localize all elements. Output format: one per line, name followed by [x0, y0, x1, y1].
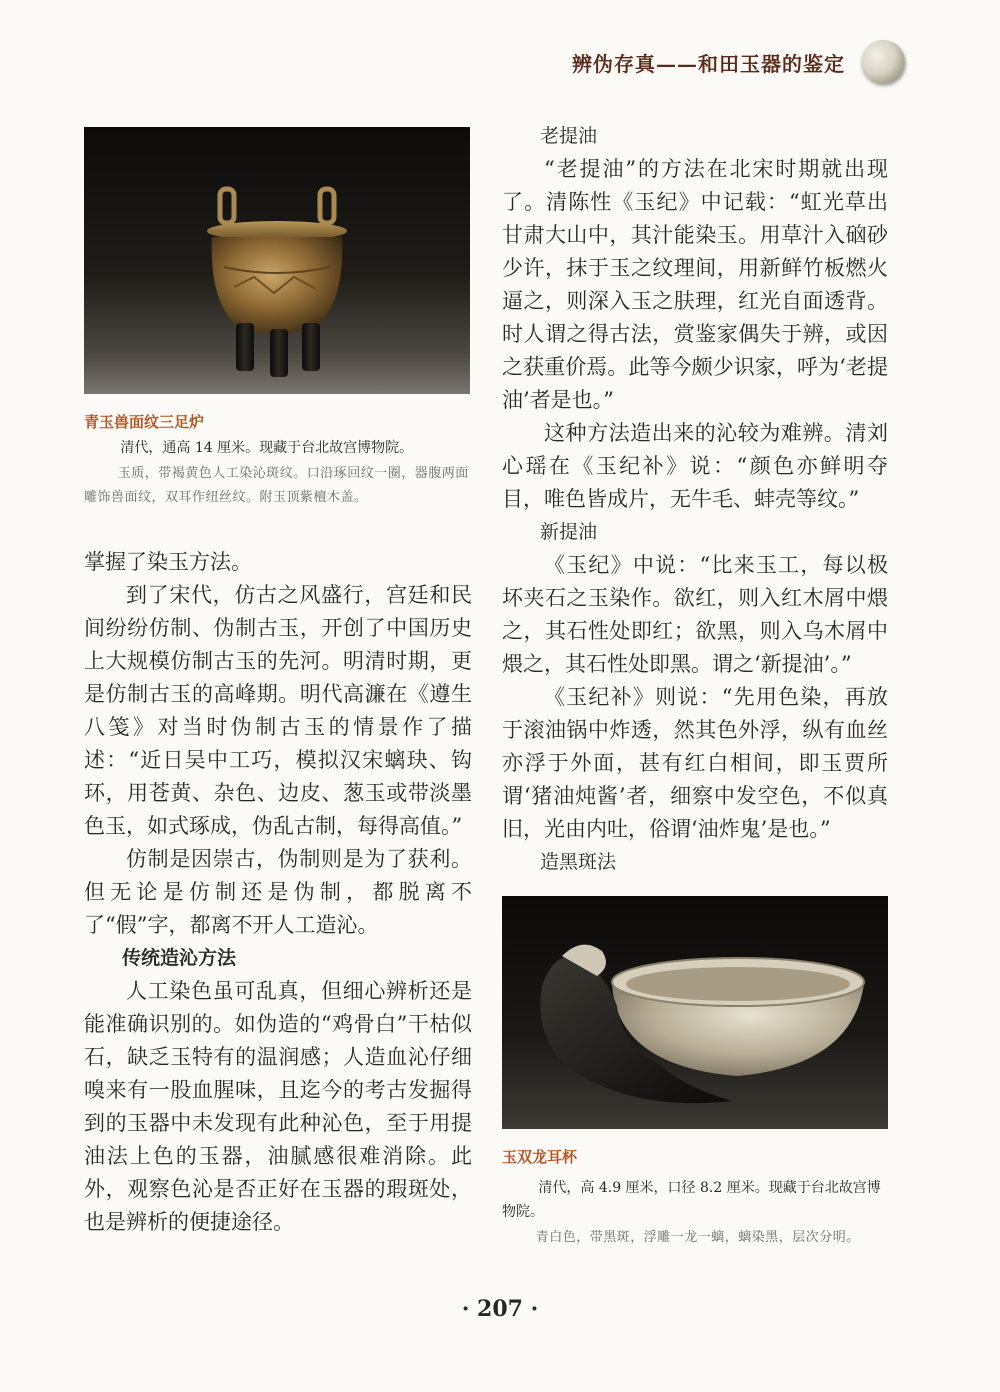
paragraph: 人工染色虽可乱真，但细心辨析还是能准确识别的。如伪造的“鸡骨白”干枯似石，缺乏玉特有的温润感；人造血沁仔细嗅来有一股血腥味，且迄今的考古发掘得到的玉器中未发现有此种沁色，至于用提油法上色的玉器，油腻感很难消除。此外，观察色沁是否正好在玉器的瑕斑处，也是辨析的便捷途径。 [84, 979, 472, 1234]
figure-caption: 清代，高 4.9 厘米，口径 8.2 厘米。现藏于台北故宫博物院。 [502, 1180, 881, 1220]
section-heading: 传统造沁方法 [122, 947, 237, 969]
paragraph: “老提油”的方法在北宋时期就出现了。清陈性《玉纪》中记载：“虹光草出甘肃大山中，其汁能染玉。用草汁入硇砂少许，抹于玉之纹理间，用新鲜竹板燃火逼之，则深入玉之肤理，红光自面透背。时人谓之得古法，赏鉴家偶失于辨，或因之获重价焉。此等今颇少识家，呼为‘老提油’者是也。” [502, 157, 888, 412]
subsection-heading: 老提油 [540, 125, 598, 147]
censer-illustration [84, 127, 470, 394]
paragraph: 这种方法造出来的沁较为难辨。清刘心瑶在《玉纪补》说：“颜色亦鲜明夺目，唯色皆成片，无牛毛、蚌壳等纹。” [502, 421, 888, 511]
cup-illustration [502, 896, 888, 1129]
paragraph: 仿制是因崇古，伪制则是为了获利。但无论是仿制还是伪制，都脱离不了“假”字，都离不开人工造沁。 [84, 847, 472, 937]
censer-photo [84, 127, 470, 394]
page-number: · 207 · [461, 1296, 539, 1322]
right-text-column [502, 120, 888, 879]
figure-title: 玉双龙耳杯 [502, 1148, 578, 1166]
running-header [560, 40, 905, 84]
subsection-heading: 新提油 [540, 521, 598, 543]
figure-caption: 清代，通高 14 厘米。现藏于台北故宫博物院。 [120, 440, 414, 456]
figure-title: 青玉兽面纹三足炉 [84, 413, 205, 431]
paragraph: 《玉纪补》则说：“先用色染，再放于滚油锅中炸透，然其色外浮，纵有血丝亦浮于外面，甚有红白相间，即玉贾所谓‘猪油炖酱’者，细察中发空色，不似真旧，光由内吐，俗谓‘油炸鬼’是也。” [502, 685, 888, 841]
left-text-column [84, 546, 472, 1239]
paragraph: 到了宋代，仿古之风盛行，宫廷和民间纷纷仿制、伪制古玉，开创了中国历史上大规模仿制古玉的先河。明清时期，更是仿制古玉的高峰期。明代高濂在《遵生八笺》对当时伪制古玉的情景作了描述：“近日吴中工巧，模拟汉宋螭玦、钩环，用苍黄、杂色、边皮、葱玉或带淡墨色玉，如式琢成，伪乱古制，每得高值。” [84, 583, 472, 838]
paragraph: 掌握了染玉方法。 [84, 550, 252, 574]
figure-description: 玉质，带褐黄色人工染沁斑纹。口沿琢回纹一圈，器腹两面雕饰兽面纹，双耳作纽丝纹。附玉顶紫檀木盖。 [84, 466, 469, 505]
cup-photo [502, 896, 888, 1129]
jade-stone-icon [861, 40, 905, 84]
figure-description: 青白色，带黑斑，浮雕一龙一螭，螭染黑，层次分明。 [535, 1230, 860, 1245]
subsection-heading: 造黑斑法 [540, 851, 617, 873]
running-header-title: 辨伪存真——和田玉器的鉴定 [572, 52, 845, 76]
paragraph: 《玉纪》中说：“比来玉工，每以极坏夹石之玉染作。欲红，则入红木屑中煨之，其石性处即红；欲黑，则入乌木屑中煨之，其石性处即黑。谓之‘新提油’。” [502, 553, 888, 676]
